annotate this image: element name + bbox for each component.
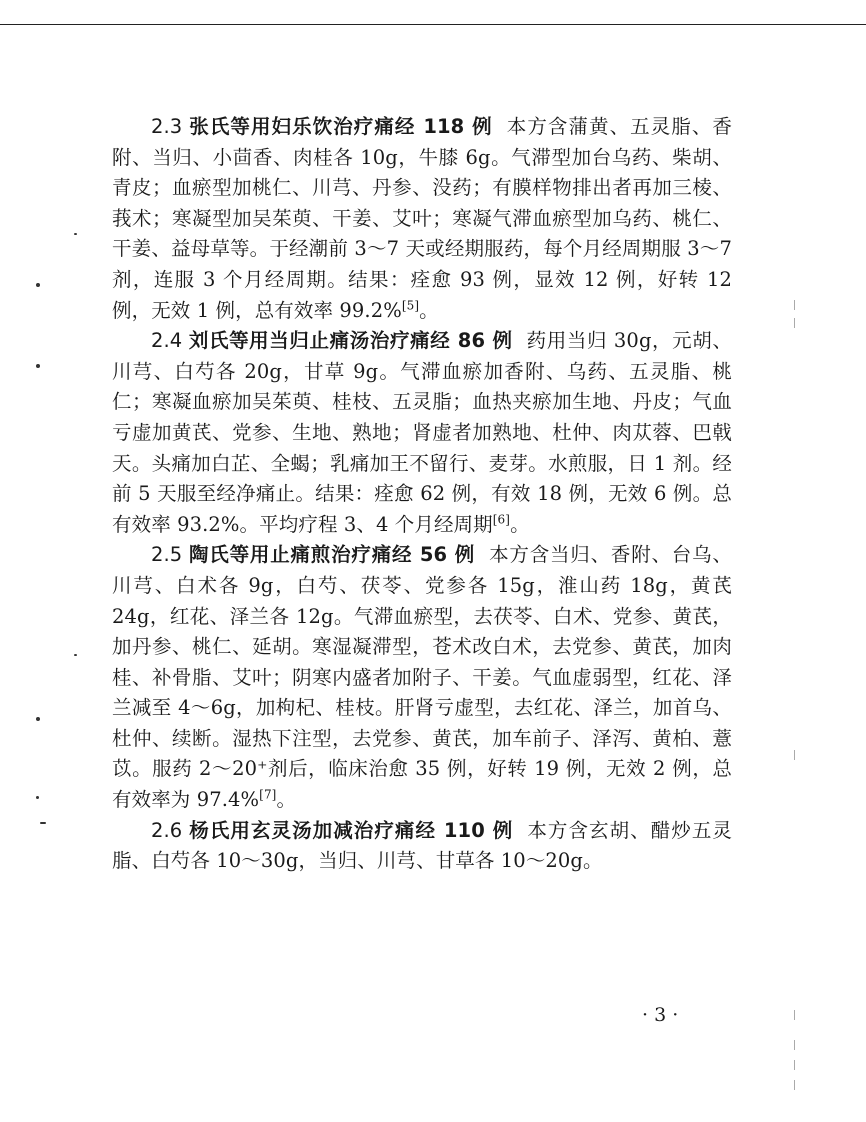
scan-edge-mark	[794, 1060, 795, 1070]
section-number: 2.6	[151, 818, 183, 842]
paragraph-end: 。	[419, 298, 439, 322]
scan-speck	[74, 233, 77, 235]
header-rule	[0, 24, 866, 25]
section-number: 2.3	[151, 115, 183, 138]
scan-speck	[36, 283, 40, 287]
scan-edge-mark	[794, 1010, 795, 1020]
section-number: 2.4	[151, 329, 183, 353]
section-heading: 杨氏用玄灵汤加减治疗痛经 110 例	[188, 818, 514, 842]
paragraph-text: 药用当归 30g，元胡、川芎、白芍各 20g，甘草 9g。气滞血瘀加香附、乌药、五灵脂、桃仁；寒凝血瘀加吴茱萸、桂枝、五灵脂；血热夹瘀加生地、丹皮；气血亏虚加黄芪、党参、生地、熟地；肾虚者加熟地、杜仲、肉苁蓉、巴戟天。头痛加白芷、全蝎；乳痛加王不留行、麦芽。水煎服，日 1 剂。经前 5 天服至经净痛止。结果：痊愈 62 例，有效 18 例，无效 6 例。总有效率 93.2%。平均疗程 3、4 个月经周期	[112, 329, 732, 536]
scan-speck	[36, 796, 39, 799]
paragraph-end: 。	[276, 788, 297, 812]
paragraph-text: 本方含当归、香附、台乌、川芎、白术各 9g，白芍、茯苓、党参各 15g，淮山药 18g，黄芪 24g，红花、泽兰各 12g。气滞血瘀型，去茯苓、白术、党参、黄芪，加丹参、桃仁、延胡。寒湿凝滞型，苍术改白术，去党参、黄芪，加肉桂、补骨脂、艾叶；阴寒内盛者加附子、干姜。气血虚弱型，红花、泽兰减至 4～6g，加枸杞、桂枝。肝肾亏虚型，去红花、泽兰，加首乌、杜仲、续断。湿热下注型，去党参、黄芪，加车前子、泽泻、黄柏、薏苡。服药 2～20⁺剂后，临床治愈 35 例，好转 19 例，无效 2 例，总有效率为 97.4%	[112, 543, 732, 812]
paragraph-2-4	[112, 326, 732, 540]
section-number: 2.5	[151, 543, 183, 567]
page-number: · 3 ·	[642, 1004, 679, 1026]
paragraph-2-6	[112, 816, 732, 877]
scan-speck	[36, 717, 40, 721]
scan-edge-mark	[794, 750, 795, 760]
scan-speck	[74, 654, 77, 656]
section-heading: 刘氏等用当归止痛汤治疗痛经 86 例	[188, 329, 513, 353]
scan-edge-mark	[794, 1040, 795, 1050]
section-heading: 张氏等用妇乐饮治疗痛经 118 例	[188, 115, 493, 138]
citation-ref: [6]	[492, 512, 511, 527]
section-heading: 陶氏等用止痛煎治疗痛经 56 例	[188, 543, 476, 567]
scan-speck	[36, 364, 40, 368]
citation-ref: [7]	[259, 787, 277, 802]
paragraph-2-5	[112, 540, 732, 815]
citation-ref: [5]	[401, 298, 420, 313]
paragraph-end: 。	[510, 512, 530, 536]
scan-speck	[40, 822, 46, 824]
paragraph-2-3	[112, 112, 732, 326]
scan-edge-mark	[794, 318, 795, 328]
scan-edge-mark	[794, 300, 795, 310]
scan-edge-mark	[794, 1080, 795, 1090]
paragraph-text: 本方含蒲黄、五灵脂、香附、当归、小茴香、肉桂各 10g，牛膝 6g。气滞型加台乌药、柴胡、青皮；血瘀型加桃仁、川芎、丹参、没药；有膜样物排出者再加三棱、莪术；寒凝型加吴茱萸、干姜、艾叶；寒凝气滞血瘀型加乌药、桃仁、干姜、益母草等。于经潮前 3～7 天或经期服药，每个月经周期服 3～7 剂，连服 3 个月经周期。结果：痊愈 93 例，显效 12 例，好转 12 例，无效 1 例，总有效率 99.2%	[112, 115, 733, 322]
page-body	[112, 112, 732, 877]
paragraph-text: 本方含玄胡、醋炒五灵脂、白芍各 10～30g，当归、川芎、甘草各 10～20g。	[112, 818, 732, 873]
